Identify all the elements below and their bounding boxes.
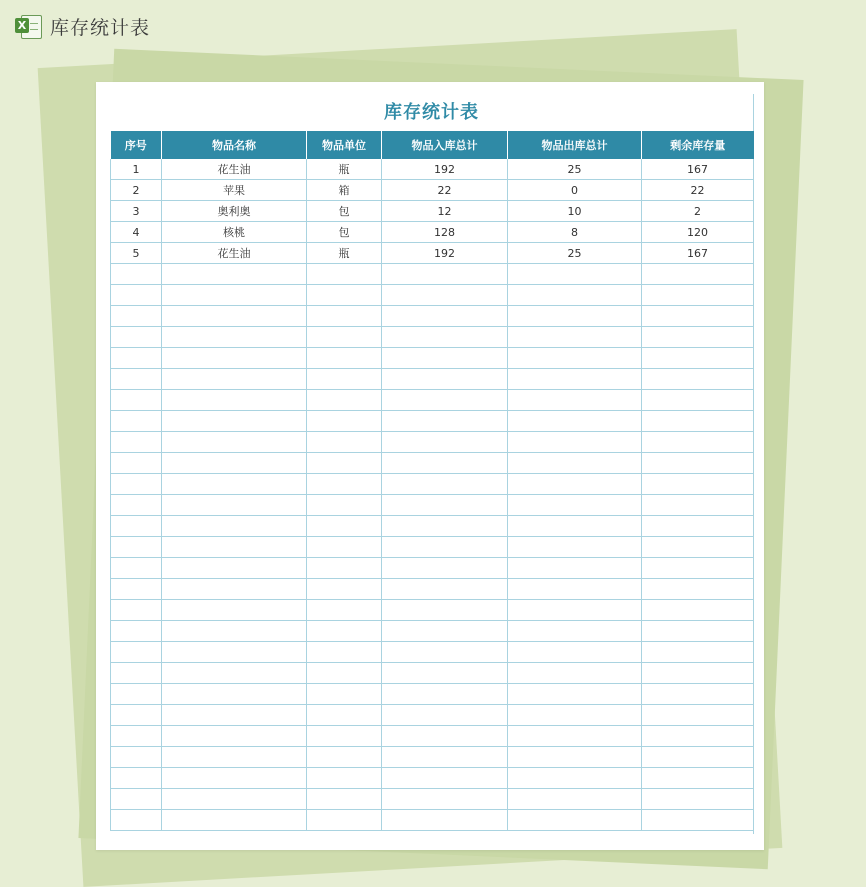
empty-cell[interactable] xyxy=(307,516,382,537)
empty-table-row xyxy=(111,369,754,390)
empty-cell[interactable] xyxy=(642,558,754,579)
empty-cell[interactable] xyxy=(162,558,307,579)
empty-cell[interactable] xyxy=(642,306,754,327)
empty-cell[interactable] xyxy=(382,432,508,453)
empty-table-row xyxy=(111,432,754,453)
column-header-remaining-stock[interactable]: 剩余库存量 xyxy=(642,131,754,159)
inventory-table-wrap xyxy=(110,131,753,831)
cell-index[interactable]: 1 xyxy=(111,159,162,180)
cell-remaining[interactable]: 167 xyxy=(642,159,754,180)
empty-cell[interactable] xyxy=(162,348,307,369)
empty-table-row xyxy=(111,579,754,600)
empty-cell[interactable] xyxy=(162,747,307,768)
empty-cell[interactable] xyxy=(307,495,382,516)
empty-table-row xyxy=(111,453,754,474)
cell-unit[interactable]: 瓶 xyxy=(307,243,382,264)
empty-cell[interactable] xyxy=(111,663,162,684)
empty-cell[interactable] xyxy=(162,810,307,831)
empty-table-row xyxy=(111,663,754,684)
empty-table-row xyxy=(111,327,754,348)
empty-cell[interactable] xyxy=(508,264,642,285)
inventory-table xyxy=(110,131,754,831)
excel-icon-letter: X xyxy=(15,18,29,33)
empty-cell[interactable] xyxy=(307,432,382,453)
empty-cell[interactable] xyxy=(162,642,307,663)
empty-cell[interactable] xyxy=(307,285,382,306)
empty-cell[interactable] xyxy=(382,684,508,705)
empty-cell[interactable] xyxy=(382,411,508,432)
empty-cell[interactable] xyxy=(162,327,307,348)
empty-cell[interactable] xyxy=(642,789,754,810)
cell-stock-in[interactable]: 192 xyxy=(382,159,508,180)
empty-cell[interactable] xyxy=(382,306,508,327)
empty-table-row xyxy=(111,621,754,642)
empty-cell[interactable] xyxy=(642,705,754,726)
empty-cell[interactable] xyxy=(508,474,642,495)
empty-cell[interactable] xyxy=(111,453,162,474)
empty-cell[interactable] xyxy=(382,327,508,348)
table-row xyxy=(111,159,754,180)
sheet-title: 库存统计表 xyxy=(384,102,479,123)
empty-cell[interactable] xyxy=(111,684,162,705)
empty-cell[interactable] xyxy=(508,516,642,537)
empty-cell[interactable] xyxy=(382,537,508,558)
empty-cell[interactable] xyxy=(111,306,162,327)
empty-cell[interactable] xyxy=(111,600,162,621)
empty-cell[interactable] xyxy=(642,621,754,642)
empty-cell[interactable] xyxy=(307,537,382,558)
empty-cell[interactable] xyxy=(162,684,307,705)
empty-cell[interactable] xyxy=(508,306,642,327)
empty-cell[interactable] xyxy=(508,663,642,684)
empty-cell[interactable] xyxy=(382,390,508,411)
cell-remaining[interactable]: 120 xyxy=(642,222,754,243)
empty-cell[interactable] xyxy=(307,705,382,726)
empty-cell[interactable] xyxy=(111,495,162,516)
empty-cell[interactable] xyxy=(508,684,642,705)
empty-cell[interactable] xyxy=(382,453,508,474)
empty-cell[interactable] xyxy=(111,369,162,390)
empty-cell[interactable] xyxy=(642,264,754,285)
empty-cell[interactable] xyxy=(508,369,642,390)
empty-cell[interactable] xyxy=(642,390,754,411)
cell-item-name[interactable]: 苹果 xyxy=(162,180,307,201)
column-header-index[interactable]: 序号 xyxy=(111,131,162,159)
empty-cell[interactable] xyxy=(307,453,382,474)
empty-cell[interactable] xyxy=(382,621,508,642)
cell-stock-in[interactable]: 128 xyxy=(382,222,508,243)
empty-cell[interactable] xyxy=(162,789,307,810)
empty-cell[interactable] xyxy=(508,705,642,726)
empty-cell[interactable] xyxy=(162,600,307,621)
empty-cell[interactable] xyxy=(382,768,508,789)
empty-table-row xyxy=(111,264,754,285)
empty-cell[interactable] xyxy=(382,348,508,369)
empty-table-row xyxy=(111,348,754,369)
cell-item-name[interactable]: 核桃 xyxy=(162,222,307,243)
empty-cell[interactable] xyxy=(111,705,162,726)
column-header-stock-in-total[interactable]: 物品入库总计 xyxy=(382,131,508,159)
spreadsheet-paper xyxy=(96,82,764,850)
empty-cell[interactable] xyxy=(382,747,508,768)
empty-cell[interactable] xyxy=(162,369,307,390)
empty-cell[interactable] xyxy=(382,369,508,390)
empty-cell[interactable] xyxy=(382,789,508,810)
empty-table-row xyxy=(111,390,754,411)
empty-cell[interactable] xyxy=(162,495,307,516)
empty-cell[interactable] xyxy=(508,579,642,600)
empty-cell[interactable] xyxy=(111,327,162,348)
empty-cell[interactable] xyxy=(162,663,307,684)
empty-table-row xyxy=(111,600,754,621)
cell-stock-out[interactable]: 8 xyxy=(508,222,642,243)
empty-cell[interactable] xyxy=(508,747,642,768)
empty-cell[interactable] xyxy=(307,642,382,663)
cell-remaining[interactable]: 22 xyxy=(642,180,754,201)
empty-cell[interactable] xyxy=(111,642,162,663)
excel-icon xyxy=(14,12,42,40)
empty-cell[interactable] xyxy=(162,390,307,411)
empty-cell[interactable] xyxy=(642,432,754,453)
cell-remaining[interactable]: 2 xyxy=(642,201,754,222)
empty-cell[interactable] xyxy=(111,537,162,558)
empty-cell[interactable] xyxy=(642,537,754,558)
cell-stock-in[interactable]: 12 xyxy=(382,201,508,222)
empty-cell[interactable] xyxy=(111,747,162,768)
empty-table-row xyxy=(111,537,754,558)
cell-stock-in[interactable]: 22 xyxy=(382,180,508,201)
empty-cell[interactable] xyxy=(111,789,162,810)
empty-cell[interactable] xyxy=(508,411,642,432)
cell-item-name[interactable]: 花生油 xyxy=(162,159,307,180)
empty-cell[interactable] xyxy=(642,495,754,516)
empty-cell[interactable] xyxy=(307,600,382,621)
empty-cell[interactable] xyxy=(307,789,382,810)
table-header-row xyxy=(111,131,754,159)
table-row xyxy=(111,180,754,201)
cell-stock-in[interactable]: 192 xyxy=(382,243,508,264)
empty-cell[interactable] xyxy=(508,390,642,411)
empty-table-row xyxy=(111,558,754,579)
empty-cell[interactable] xyxy=(508,726,642,747)
empty-cell[interactable] xyxy=(642,726,754,747)
column-header-item-name[interactable]: 物品名称 xyxy=(162,131,307,159)
empty-cell[interactable] xyxy=(307,726,382,747)
empty-cell[interactable] xyxy=(508,495,642,516)
empty-cell[interactable] xyxy=(307,768,382,789)
empty-cell[interactable] xyxy=(162,579,307,600)
empty-cell[interactable] xyxy=(162,516,307,537)
empty-cell[interactable] xyxy=(642,453,754,474)
empty-table-row xyxy=(111,516,754,537)
cell-index[interactable]: 2 xyxy=(111,180,162,201)
empty-cell[interactable] xyxy=(508,432,642,453)
empty-cell[interactable] xyxy=(111,621,162,642)
empty-cell[interactable] xyxy=(382,264,508,285)
empty-table-row xyxy=(111,768,754,789)
empty-cell[interactable] xyxy=(162,705,307,726)
empty-table-row xyxy=(111,810,754,831)
empty-cell[interactable] xyxy=(162,474,307,495)
empty-cell[interactable] xyxy=(642,348,754,369)
empty-table-row xyxy=(111,495,754,516)
empty-cell[interactable] xyxy=(508,642,642,663)
cell-item-name[interactable]: 花生油 xyxy=(162,243,307,264)
cell-stock-out[interactable]: 25 xyxy=(508,159,642,180)
empty-cell[interactable] xyxy=(508,537,642,558)
empty-cell[interactable] xyxy=(508,348,642,369)
cell-unit[interactable]: 箱 xyxy=(307,180,382,201)
empty-cell[interactable] xyxy=(111,516,162,537)
cell-index[interactable]: 3 xyxy=(111,201,162,222)
empty-cell[interactable] xyxy=(508,810,642,831)
empty-cell[interactable] xyxy=(382,495,508,516)
empty-cell[interactable] xyxy=(642,768,754,789)
cell-stock-out[interactable]: 0 xyxy=(508,180,642,201)
cell-index[interactable]: 4 xyxy=(111,222,162,243)
empty-cell[interactable] xyxy=(307,264,382,285)
empty-table-row xyxy=(111,642,754,663)
cell-stock-out[interactable]: 10 xyxy=(508,201,642,222)
empty-cell[interactable] xyxy=(162,411,307,432)
empty-cell[interactable] xyxy=(508,621,642,642)
empty-cell[interactable] xyxy=(307,810,382,831)
empty-cell[interactable] xyxy=(307,579,382,600)
empty-cell[interactable] xyxy=(382,642,508,663)
empty-cell[interactable] xyxy=(307,684,382,705)
empty-cell[interactable] xyxy=(642,327,754,348)
empty-table-row xyxy=(111,474,754,495)
empty-cell[interactable] xyxy=(111,285,162,306)
empty-table-row xyxy=(111,789,754,810)
empty-cell[interactable] xyxy=(508,768,642,789)
empty-cell[interactable] xyxy=(382,516,508,537)
empty-cell[interactable] xyxy=(508,285,642,306)
empty-cell[interactable] xyxy=(642,411,754,432)
empty-cell[interactable] xyxy=(111,390,162,411)
empty-cell[interactable] xyxy=(382,558,508,579)
empty-cell[interactable] xyxy=(111,348,162,369)
empty-cell[interactable] xyxy=(162,768,307,789)
app-header xyxy=(14,10,150,42)
empty-cell[interactable] xyxy=(307,621,382,642)
empty-cell[interactable] xyxy=(162,537,307,558)
empty-cell[interactable] xyxy=(162,453,307,474)
column-header-unit[interactable]: 物品单位 xyxy=(307,131,382,159)
cell-index[interactable]: 5 xyxy=(111,243,162,264)
empty-cell[interactable] xyxy=(642,747,754,768)
empty-cell[interactable] xyxy=(382,474,508,495)
empty-cell[interactable] xyxy=(307,558,382,579)
empty-cell[interactable] xyxy=(642,516,754,537)
empty-cell[interactable] xyxy=(382,285,508,306)
empty-cell[interactable] xyxy=(307,390,382,411)
empty-cell[interactable] xyxy=(111,810,162,831)
empty-cell[interactable] xyxy=(307,327,382,348)
empty-table-row xyxy=(111,684,754,705)
empty-cell[interactable] xyxy=(382,810,508,831)
empty-table-row xyxy=(111,285,754,306)
empty-cell[interactable] xyxy=(382,726,508,747)
empty-cell[interactable] xyxy=(508,600,642,621)
table-row xyxy=(111,222,754,243)
empty-cell[interactable] xyxy=(382,579,508,600)
empty-cell[interactable] xyxy=(307,411,382,432)
cell-unit[interactable]: 包 xyxy=(307,222,382,243)
empty-cell[interactable] xyxy=(642,600,754,621)
empty-cell[interactable] xyxy=(508,558,642,579)
empty-cell[interactable] xyxy=(508,327,642,348)
empty-cell[interactable] xyxy=(162,306,307,327)
empty-cell[interactable] xyxy=(307,306,382,327)
empty-cell[interactable] xyxy=(162,285,307,306)
empty-cell[interactable] xyxy=(111,579,162,600)
empty-cell[interactable] xyxy=(111,264,162,285)
empty-cell[interactable] xyxy=(642,369,754,390)
empty-table-row xyxy=(111,747,754,768)
empty-cell[interactable] xyxy=(508,789,642,810)
empty-cell[interactable] xyxy=(111,411,162,432)
empty-cell[interactable] xyxy=(162,432,307,453)
cell-stock-out[interactable]: 25 xyxy=(508,243,642,264)
cell-unit[interactable]: 包 xyxy=(307,201,382,222)
cell-item-name[interactable]: 奥利奥 xyxy=(162,201,307,222)
empty-cell[interactable] xyxy=(642,579,754,600)
empty-cell[interactable] xyxy=(162,726,307,747)
app-title: 库存统计表 xyxy=(50,16,151,39)
empty-cell[interactable] xyxy=(111,726,162,747)
empty-cell[interactable] xyxy=(307,663,382,684)
empty-cell[interactable] xyxy=(162,621,307,642)
empty-cell[interactable] xyxy=(642,642,754,663)
empty-cell[interactable] xyxy=(111,558,162,579)
empty-cell[interactable] xyxy=(111,474,162,495)
empty-table-row xyxy=(111,726,754,747)
empty-cell[interactable] xyxy=(307,348,382,369)
empty-cell[interactable] xyxy=(642,285,754,306)
empty-cell[interactable] xyxy=(307,474,382,495)
empty-cell[interactable] xyxy=(111,768,162,789)
empty-cell[interactable] xyxy=(382,600,508,621)
empty-cell[interactable] xyxy=(642,663,754,684)
empty-cell[interactable] xyxy=(642,684,754,705)
empty-cell[interactable] xyxy=(642,810,754,831)
cell-remaining[interactable]: 167 xyxy=(642,243,754,264)
empty-cell[interactable] xyxy=(642,474,754,495)
empty-cell[interactable] xyxy=(307,369,382,390)
empty-cell[interactable] xyxy=(382,705,508,726)
empty-cell[interactable] xyxy=(508,453,642,474)
empty-cell[interactable] xyxy=(162,264,307,285)
empty-cell[interactable] xyxy=(307,747,382,768)
cell-unit[interactable]: 瓶 xyxy=(307,159,382,180)
empty-table-row xyxy=(111,411,754,432)
column-header-stock-out-total[interactable]: 物品出库总计 xyxy=(508,131,642,159)
table-row xyxy=(111,243,754,264)
table-body xyxy=(111,159,754,831)
empty-cell[interactable] xyxy=(111,432,162,453)
empty-table-row xyxy=(111,306,754,327)
empty-table-row xyxy=(111,705,754,726)
empty-cell[interactable] xyxy=(382,663,508,684)
table-row xyxy=(111,201,754,222)
